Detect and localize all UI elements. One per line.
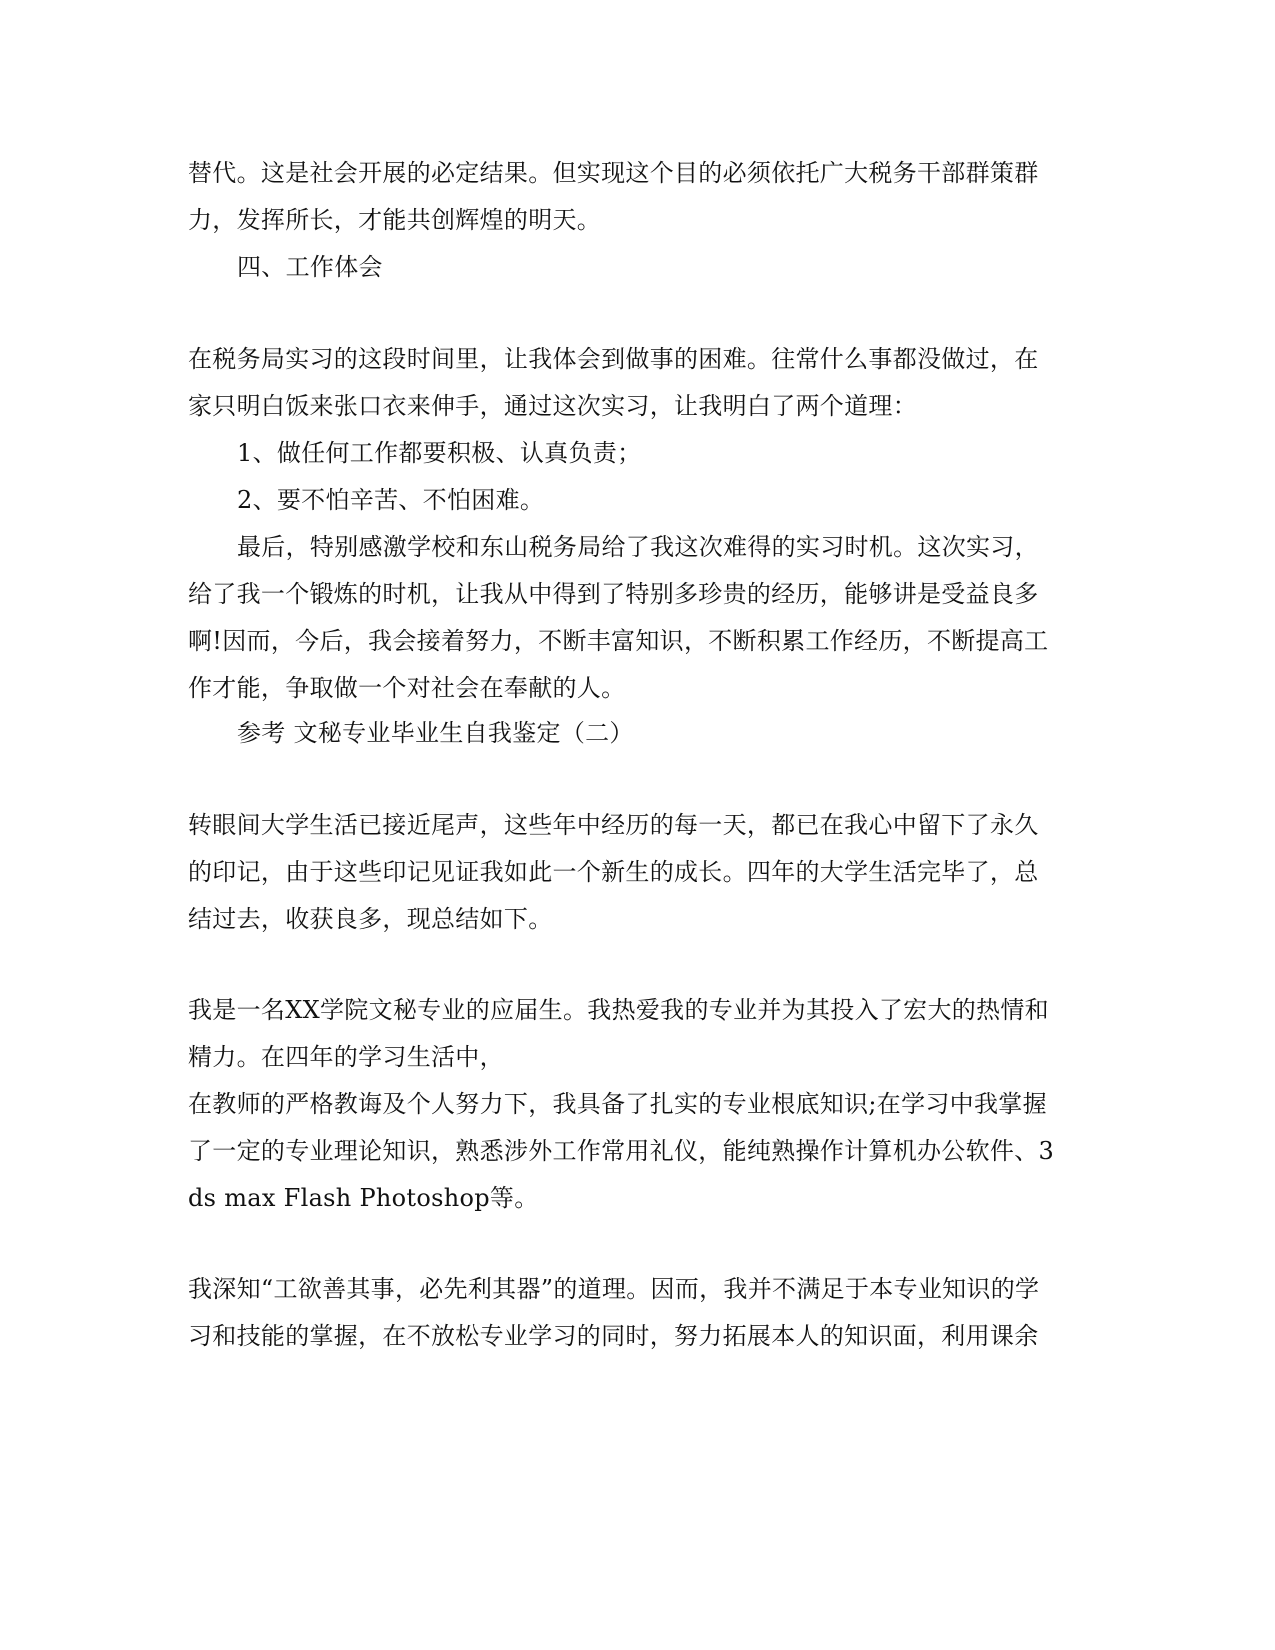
list-item: 1、做任何工作都要积极、认真负责； [237, 439, 642, 467]
text-line: 在税务局实习的这段时间里，让我体会到做事的困难。往常什么事都没做过，在 [188, 345, 1039, 373]
text-line: 习和技能的掌握，在不放松专业学习的同时，努力拓展本人的知识面，利用课余 [188, 1322, 1039, 1350]
text-line: 精力。在四年的学习生活中， [188, 1043, 504, 1071]
text-line: 结过去，收获良多，现总结如下。 [188, 905, 553, 933]
text-line: 最后，特别感激学校和东山税务局给了我这次难得的实习时机。这次实习， [237, 533, 1039, 561]
text-line: 家只明白饭来张口衣来伸手，通过这次实习，让我明白了两个道理： [188, 392, 917, 420]
text-line: 力，发挥所长，才能共创辉煌的明天。 [188, 206, 602, 234]
text-line: 我深知“工欲善其事，必先利其器”的道理。因而，我并不满足于本专业知识的学 [188, 1275, 1040, 1303]
text-line: 在教师的严格教诲及个人努力下，我具备了扎实的专业根底知识;在学习中我掌握 [188, 1090, 1047, 1118]
text-line: 了一定的专业理论知识，熟悉涉外工作常用礼仪，能纯熟操作计算机办公软件、3 [188, 1137, 1055, 1165]
section-heading: 四、工作体会 [237, 253, 383, 281]
text-line: 给了我一个锻炼的时机，让我从中得到了特别多珍贵的经历，能够讲是受益良多 [188, 580, 1039, 608]
text-line: 替代。这是社会开展的必定结果。但实现这个目的必须依托广大税务干部群策群 [188, 159, 1039, 187]
section-heading: 参考 文秘专业毕业生自我鉴定（二） [237, 719, 634, 747]
text-line: 啊!因而，今后，我会接着努力，不断丰富知识，不断积累工作经历，不断提高工 [188, 627, 1049, 655]
text-line: 转眼间大学生活已接近尾声，这些年中经历的每一天，都已在我心中留下了永久 [188, 811, 1039, 839]
text-line: 作才能，争取做一个对社会在奉献的人。 [188, 674, 626, 702]
text-line: 我是一名XX学院文秘专业的应届生。我热爱我的专业并为其投入了宏大的热情和 [188, 996, 1049, 1024]
text-line: 的印记，由于这些印记见证我如此一个新生的成长。四年的大学生活完毕了，总 [188, 858, 1039, 886]
text-line: ds max Flash Photoshop等。 [188, 1184, 539, 1212]
list-item: 2、要不怕辛苦、不怕困难。 [237, 486, 545, 514]
